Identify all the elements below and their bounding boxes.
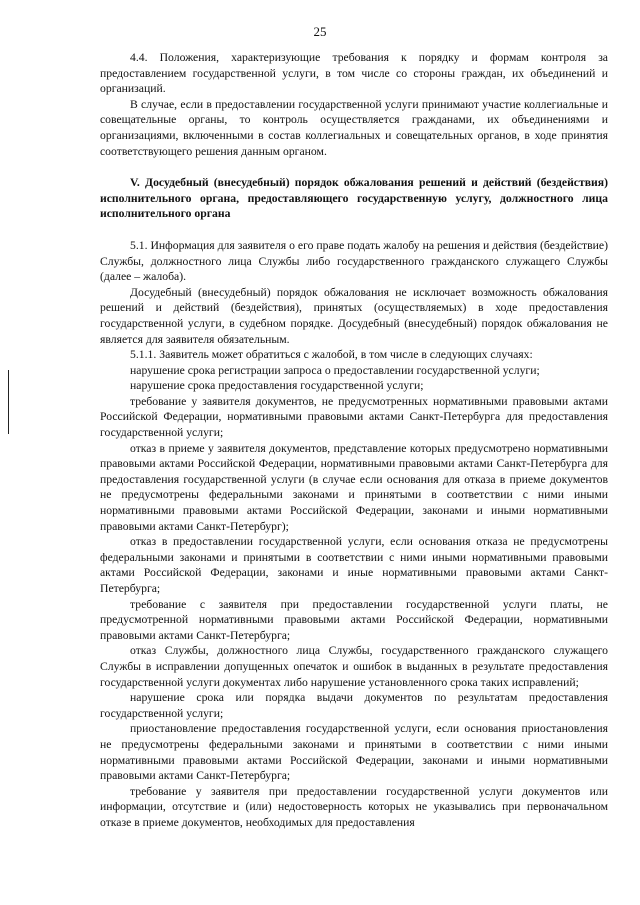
- page-number: 25: [313, 24, 327, 39]
- paragraph-5-1: 5.1. Информация для заявителя о его праве подать жалобу на решения и действия (бездействие) Службы, должностного лица Службы либо государственного гражданского служащего Службы (далее – жалоба).: [100, 238, 608, 284]
- list-item: нарушение срока предоставления государственной услуги;: [130, 379, 424, 393]
- list-item: требование у заявителя документов, не предусмотренных нормативными правовыми актами Российской Федерации, нормативными правовыми актами Санкт-Петербурга для предоставления государственной услуги;: [100, 394, 608, 440]
- list-item: требование с заявителя при предоставлении государственной услуги платы, не предусмотренной нормативными правовыми актами Российской Федерации, нормативными правовыми актами Санкт-Петербурга;: [100, 597, 608, 642]
- list-item: отказ Службы, должностного лица Службы, государственного гражданского служащего Службы в исправлении допущенных опечаток и ошибок в выданных в результате предоставления государственной услуги документах либо нарушение установленного срока таких исправлений;: [100, 644, 608, 689]
- margin-mark: [8, 370, 9, 434]
- paragraph-4-4: 4.4. Положения, характеризующие требования к порядку и формам контроля за предоставлением государственной услуги, в том числе со стороны граждан, их объединений и организаций.: [100, 51, 608, 96]
- list-item: нарушение срока или порядка выдачи документов по результатам предоставления государственной услуги;: [100, 691, 608, 720]
- list-item: приостановление предоставления государственной услуги, если основания приостановления не предусмотрены федеральными законами и принятыми в соответствии с ними иными нормативными правовыми актами Российской Федерации, законами и иными нормативными правовыми актами Санкт-Петербурга;: [100, 722, 608, 783]
- list-item: требование у заявителя при предоставлении государственной услуги документов или информации, отсутствие и (или) недостоверность которых не указывались при первоначальном отказе в приеме документов, необходимых для предоставления: [100, 784, 608, 829]
- paragraph-collegial-bodies: В случае, если в предоставлении государственной услуги принимают участие коллегиальные и совещательные органы, то контроль осуществляется гражданами, их объединениями и организациями, включенными в состав коллегиальных и совещательных органов, в ходе принятия соответствующего решения данным органом.: [100, 97, 608, 158]
- paragraph-pre-trial-order: Досудебный (внесудебный) порядок обжалования не исключает возможность обжалования решений и действий (бездействия), принятых (осуществляемых) в ходе предоставления государственной услуги, в судебном порядке. Досудебный (внесудебный) порядок обжалования не является для заявителя обязательным.: [100, 285, 608, 346]
- list-item: нарушение срока регистрации запроса о предоставлении государственной услуги;: [130, 363, 540, 377]
- document-body: [100, 50, 608, 831]
- list-item: отказ в приеме у заявителя документов, представление которых предусмотрено нормативными правовыми актами Российской Федерации, нормативными правовыми актами Санкт-Петербурга для предоставления государственной услуги (в случае если основания для отказа в приеме документов не предусмотрены федеральными законами и принятыми в соответствии с ними иными нормативными правовыми актами Российской Федерации, законами и иными нормативными правовыми актами Санкт-Петербург);: [100, 441, 608, 533]
- section-heading: V. Досудебный (внесудебный) порядок обжалования решений и действий (бездействия) исполнительного органа, предоставляющего государственную услугу, должностного лица исполнительного органа: [100, 176, 608, 221]
- list-item: отказ в предоставлении государственной услуги, если основания отказа не предусмотрены федеральными законами и принятыми в соответствии с ними иными нормативными правовыми актами Российской Федерации, законами и иные нормативными правовыми актами Санкт-Петербурга;: [100, 535, 608, 595]
- paragraph-5-1-1: 5.1.1. Заявитель может обратиться с жалобой, в том числе в следующих случаях:: [130, 348, 533, 362]
